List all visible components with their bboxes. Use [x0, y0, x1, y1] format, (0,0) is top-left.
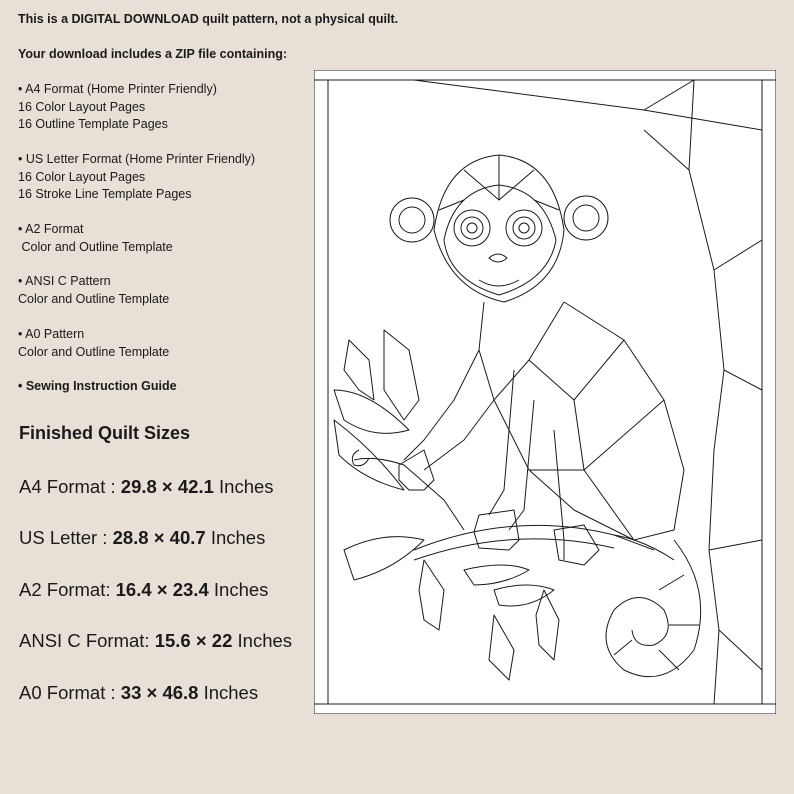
letter-color-pages: 16 Color Layout Pages: [18, 169, 146, 184]
size-unit: Inches: [198, 682, 259, 703]
size-unit: Inches: [205, 527, 266, 548]
a4-color-pages: 16 Color Layout Pages: [18, 99, 146, 114]
size-value: 28.8 × 40.7: [112, 527, 206, 548]
zip-contents-heading: Your download includes a ZIP file containing:: [18, 47, 288, 61]
size-label: US Letter :: [19, 527, 113, 548]
size-row-us-letter: [19, 527, 265, 549]
frame-border: [314, 70, 776, 714]
ansi-c-format-line: • ANSI C Pattern: [18, 274, 111, 288]
size-label: A0 Format :: [19, 682, 121, 703]
size-row-a0: [19, 682, 258, 704]
size-label: A4 Format :: [19, 476, 121, 497]
a2-template-line: Color and Outline Template: [18, 239, 173, 254]
size-value: 16.4 × 23.4: [115, 579, 209, 600]
size-row-ansi-c: [19, 630, 292, 652]
a4-format-line: • A4 Format (Home Printer Friendly): [18, 82, 217, 96]
size-label: ANSI C Format:: [19, 630, 155, 651]
letter-stroke-pages: 16 Stroke Line Template Pages: [18, 187, 192, 201]
quilt-pattern-preview: [314, 70, 776, 714]
a0-template-line: Color and Outline Template: [18, 344, 170, 359]
size-unit: Inches: [213, 476, 274, 497]
size-value: 33 × 46.8: [120, 682, 199, 703]
letter-format-line: • US Letter Format (Home Printer Friendly): [18, 152, 256, 166]
a2-format-line: • A2 Format: [18, 222, 84, 236]
size-value: 15.6 × 22: [154, 630, 233, 651]
size-label: A2 Format:: [19, 579, 116, 600]
ansi-c-template-line: Color and Outline Template: [18, 291, 170, 306]
a4-outline-pages: 16 Outline Template Pages: [18, 117, 168, 131]
a0-format-line: • A0 Pattern: [18, 327, 85, 341]
digital-download-notice: This is a DIGITAL DOWNLOAD quilt pattern, not a physical quilt.: [18, 12, 399, 26]
size-unit: Inches: [232, 630, 293, 651]
size-row-a4: [19, 476, 274, 498]
size-value: 29.8 × 42.1: [120, 476, 214, 497]
finished-sizes-title: Finished Quilt Sizes: [19, 423, 191, 443]
sewing-guide-line: • Sewing Instruction Guide: [18, 379, 177, 393]
size-unit: Inches: [208, 579, 269, 600]
size-row-a2: [19, 579, 268, 601]
monkey-outline-illustration: [314, 70, 776, 714]
